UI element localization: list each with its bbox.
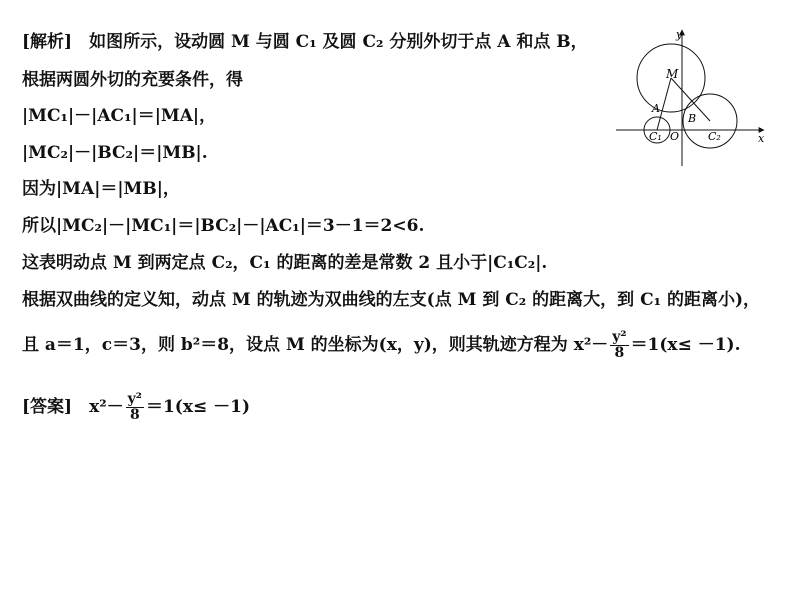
equation-line-4: |MC₂|－|BC₂|＝|MB|. [22,143,208,163]
fraction-y2-over-8 [610,330,628,361]
solution-line-8: 根据双曲线的定义知，动点 M 的轨迹为双曲线的左支(点 M 到 C₂ 的距离大，到 C₁ 的距离小)， [22,290,761,310]
answer-denominator: 8 [129,407,140,423]
label-B: B [688,112,697,125]
answer-tail: ＝1(x≤ －1) [145,397,250,417]
label-M: M [666,67,679,81]
label-C1: C₁ [649,130,662,143]
equation-line-3: |MC₁|－|AC₁|＝|MA|， [22,106,217,126]
answer-numerator: y² [127,391,142,407]
solution-line-6: 所以|MC₂|－|MC₁|＝|BC₂|－|AC₁|＝3－1＝2<6. [22,216,425,236]
answer-fraction [126,392,144,423]
line9-text: 且 a＝1，c＝3，则 b²＝8，设点 M 的坐标为(x，y)，则其轨迹方程为 x²－ [22,335,609,355]
solution-line-9 [22,330,741,361]
answer-text: [答案] x²－ [22,397,124,417]
label-x: x [758,132,765,145]
fraction-numerator: y² [612,329,627,345]
answer-line [22,392,250,423]
fraction-denominator: 8 [614,345,625,361]
solution-line-1: [解析] 如图所示，设动圆 M 与圆 C₁ 及圆 C₂ 分别外切于点 A 和点 B， [22,32,588,52]
label-O: O [670,130,680,143]
line9-tail: ＝1(x≤ －1). [630,335,741,355]
label-C2: C₂ [708,130,721,143]
geometry-figure [612,28,772,168]
solution-line-2: 根据两圆外切的充要条件，得 [22,70,243,90]
solution-line-5: 因为|MA|＝|MB|， [22,179,180,199]
label-A: A [652,102,660,115]
solution-line-7: 这表明动点 M 到两定点 C₂，C₁ 的距离的差是常数 2 且小于|C₁C₂|. [22,253,548,273]
label-y: y [676,28,683,41]
